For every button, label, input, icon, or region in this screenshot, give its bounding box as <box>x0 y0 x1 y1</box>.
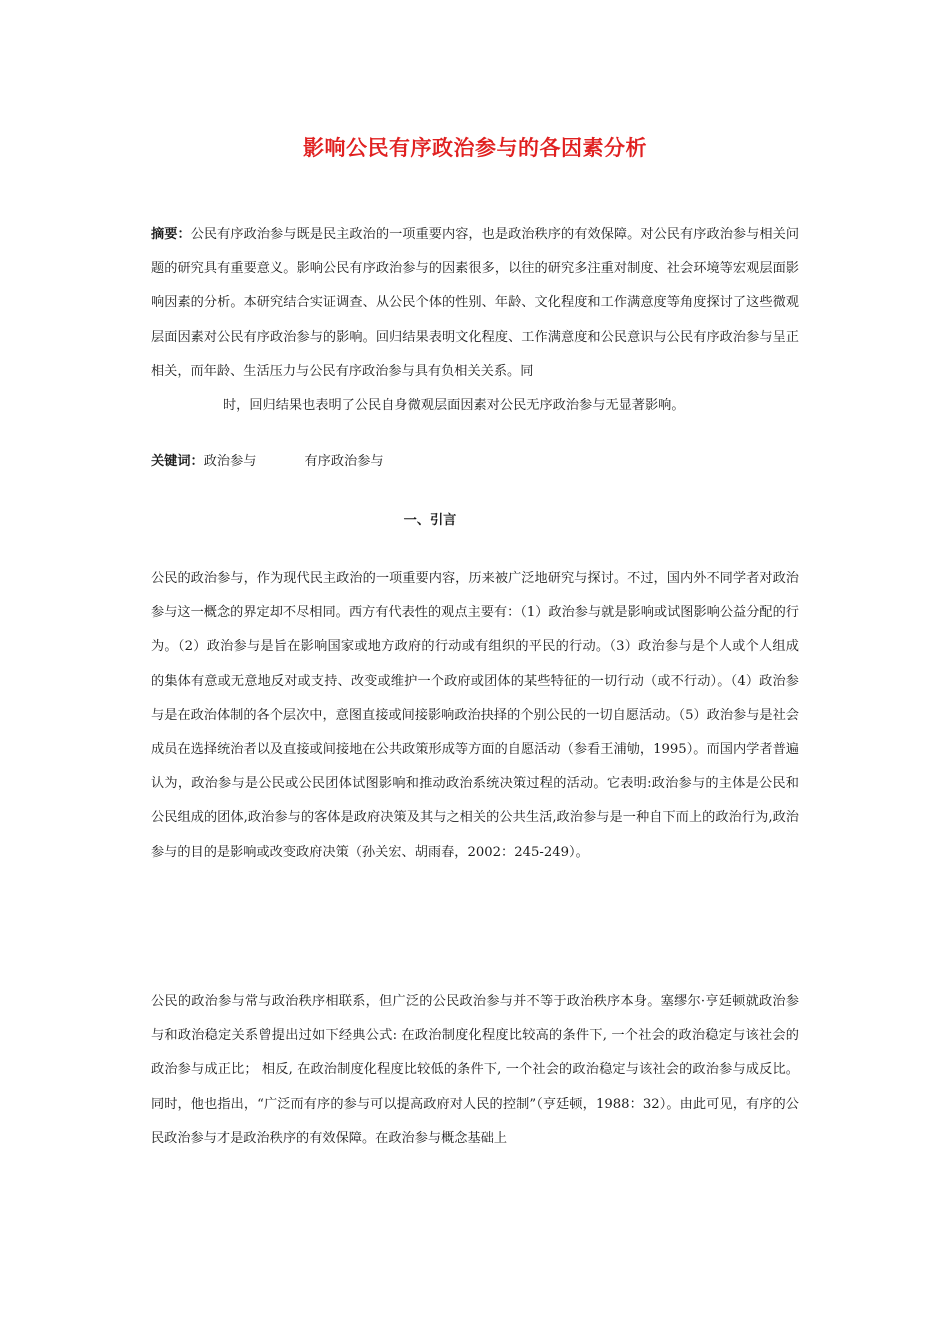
abstract-text: 公民有序政治参与既是民主政治的一项重要内容，也是政治秩序的有效保障。对公民有序政治参与相关问题的研究具有重要意义。影响公民有序政治参与的因素很多，以往的研究多注重对制度、社会环境等宏观层面影响因素的分析。本研究结合实证调查、从公民个体的性别、年龄、文化程度和工作满意度等角度探讨了这些微观层面因素对公民有序政治参与的影响。回归结果表明文化程度、工作满意度和公民意识与公民有序政治参与呈正相关，而年龄、生活压力与公民有序政治参与具有负相关关系。同 <box>151 227 800 379</box>
abstract <box>151 218 799 423</box>
paragraph-text: 公民的政治参与，作为现代民主政治的一项重要内容，历来被广泛地研究与探讨。不过，国内外不同学者对政治参与这一概念的界定却不尽相同。西方有代表性的观点主要有：（1）政治参与就是影响或试图影响公益分配的行为。（2）政治参与是旨在影响国家或地方政府的行动或有组织的平民的行动。（3）政治参与是个人或个人组成的集体有意或无意地反对或支持、改变或维护一个政府或团体的某些特征的一切行动（或不行动）。（4）政治参与是在政治体制的各个层次中，意图直接或间接影响政治抉择的个别公民的一切自愿活动。（5）政治参与是社会成员在选择统治者以及直接或间接地在公共政策形成等方面的自愿活动（参看王浦劬，1995）。而国内学者普遍认为，政治参与是公民或公民团体试图影响和推动政治系统决策过程的活动。它表明:政治参与的主体是公民和公民组成的团体,政治参与的客体是政府决策及其与之相关的公共生活,政治参与是一种自下而上的政治行为,政治参与的目的是影响或改变政府决策（孙关宏、胡雨春，2002：245-249）。 <box>151 571 799 860</box>
document-title: 影响公民有序政治参与的各因素分析 <box>303 136 647 160</box>
keywords-label: 关键词： <box>151 454 204 469</box>
keyword-item: 有序政治参与 <box>304 454 384 469</box>
keywords <box>151 451 384 473</box>
paragraph-text: 公民的政治参与常与政治秩序相联系，但广泛的公民政治参与并不等于政治秩序本身。塞缪尔·亨廷顿就政治参与和政治稳定关系曾提出过如下经典公式: 在政治制度化程度比较高的条件下, 一个社会的政治稳定与该社会的政治参与成正比； 相反, 在政治制度化程度比较低的条件下, 一个社会的政治稳定与该社会的政治参与成反比。同时，他也指出，“广泛而有序的参与可以提高政府对人民的控制”（亨廷顿，1988：32）。由此可见，有序的公民政治参与才是政治秩序的有效保障。在政治参与概念基础上 <box>151 994 800 1146</box>
keyword-item: 政治参与 <box>203 454 257 469</box>
body-paragraph <box>151 985 799 1156</box>
section-heading: 一、引言 <box>403 513 457 528</box>
body-paragraph <box>151 562 799 870</box>
abstract-label: 摘要： <box>151 227 191 242</box>
abstract-last-line: 时，回归结果也表明了公民自身微观层面因素对公民无序政治参与无显著影响。 <box>223 398 685 414</box>
